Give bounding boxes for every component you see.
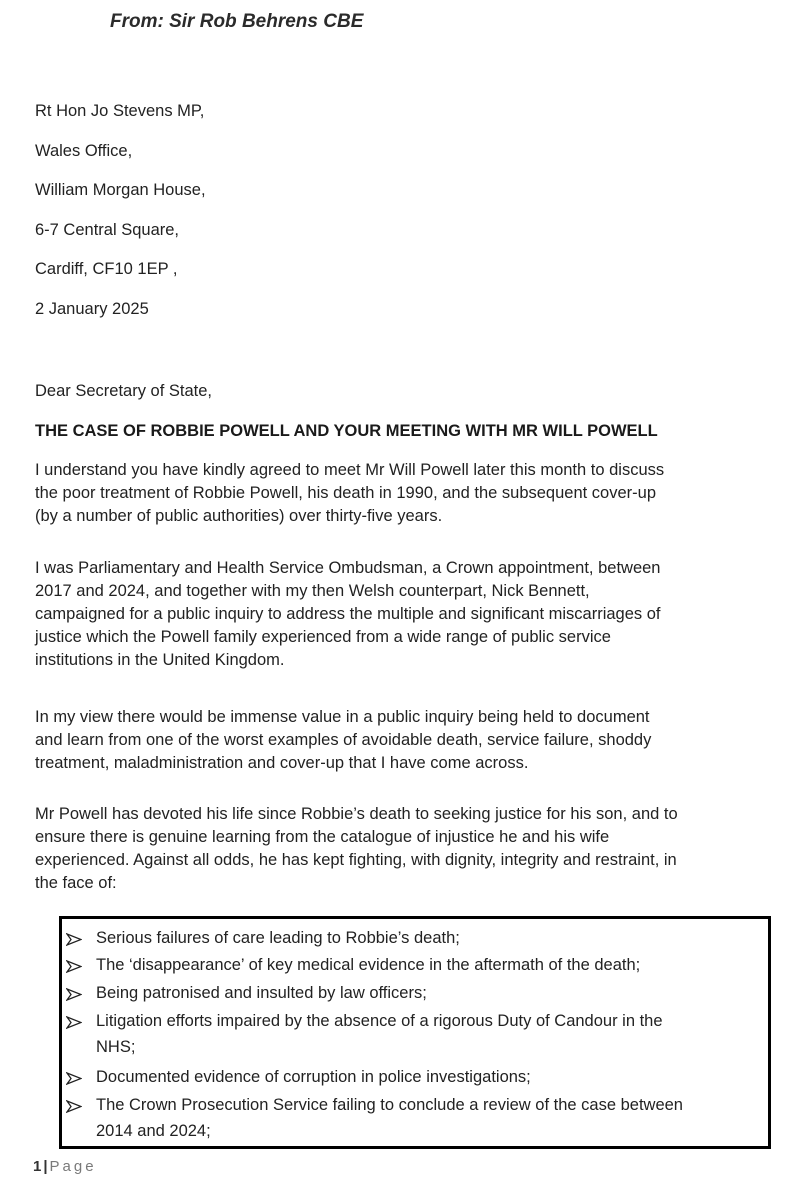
arrow-bullet-icon <box>66 1072 82 1085</box>
paragraph-line: I was Parliamentary and Health Service Ombudsman, a Crown appointment, between <box>35 559 661 577</box>
paragraph-1 <box>35 459 775 528</box>
recipient-name: Rt Hon Jo Stevens MP, <box>35 102 205 120</box>
paragraph-line: Mr Powell has devoted his life since Robbie’s death to seeking justice for his son, and to <box>35 805 678 823</box>
paragraph-2 <box>35 557 775 672</box>
paragraph-3 <box>35 706 775 775</box>
arrow-bullet-icon <box>66 960 82 973</box>
arrow-bullet-icon <box>66 1100 82 1113</box>
paragraph-line: treatment, maladministration and cover-up that I have come across. <box>35 754 529 772</box>
salutation: Dear Secretary of State, <box>35 382 212 400</box>
paragraph-line: the face of: <box>35 874 117 892</box>
paragraph-line: campaigned for a public inquiry to address the multiple and significant miscarriages of <box>35 605 661 623</box>
bullet-text: Documented evidence of corruption in police investigations; <box>96 1068 531 1086</box>
page-number: 1 <box>33 1158 42 1175</box>
paragraph-line: experienced. Against all odds, he has kept fighting, with dignity, integrity and restraint, in <box>35 851 677 869</box>
bullet-text-continued: NHS; <box>96 1038 136 1056</box>
paragraph-line: In my view there would be immense value in a public inquiry being held to document <box>35 708 650 726</box>
paragraph-line: justice which the Powell family experienced from a wide range of public service <box>35 628 611 646</box>
recipient-office: Wales Office, <box>35 142 133 160</box>
recipient-building: William Morgan House, <box>35 181 206 199</box>
paragraph-line: and learn from one of the worst examples of avoidable death, service failure, shoddy <box>35 731 652 749</box>
bullet-text-continued: 2014 and 2024; <box>96 1122 211 1140</box>
page-footer <box>33 1158 97 1175</box>
bullet-text: The ‘disappearance’ of key medical evidence in the aftermath of the death; <box>96 956 641 974</box>
paragraph-line: 2017 and 2024, and together with my then Welsh counterpart, Nick Bennett, <box>35 582 590 600</box>
recipient-city-postcode: Cardiff, CF10 1EP , <box>35 260 178 278</box>
bullet-text: The Crown Prosecution Service failing to conclude a review of the case between <box>96 1096 683 1114</box>
paragraph-line: institutions in the United Kingdom. <box>35 651 285 669</box>
arrow-bullet-icon <box>66 988 82 1001</box>
letter-date: 2 January 2025 <box>35 300 149 318</box>
paragraph-line: ensure there is genuine learning from the catalogue of injustice he and his wife <box>35 828 610 846</box>
page-label: Page <box>49 1158 97 1175</box>
subject-heading: THE CASE OF ROBBIE POWELL AND YOUR MEETING WITH MR WILL POWELL <box>35 422 658 440</box>
from-line: From: Sir Rob Behrens CBE <box>110 11 364 32</box>
bullet-text: Litigation efforts impaired by the absence of a rigorous Duty of Candour in the <box>96 1012 663 1030</box>
paragraph-line: I understand you have kindly agreed to meet Mr Will Powell later this month to discuss <box>35 461 665 479</box>
bullet-text: Being patronised and insulted by law officers; <box>96 984 427 1002</box>
paragraph-4 <box>35 803 775 895</box>
paragraph-line: the poor treatment of Robbie Powell, his death in 1990, and the subsequent cover-up <box>35 484 656 502</box>
paragraph-line: (by a number of public authorities) over thirty-five years. <box>35 507 443 525</box>
arrow-bullet-icon <box>66 933 82 946</box>
bullet-text: Serious failures of care leading to Robbie’s death; <box>96 929 460 947</box>
page-separator: | <box>43 1158 48 1175</box>
arrow-bullet-icon <box>66 1016 82 1029</box>
recipient-street: 6-7 Central Square, <box>35 221 179 239</box>
